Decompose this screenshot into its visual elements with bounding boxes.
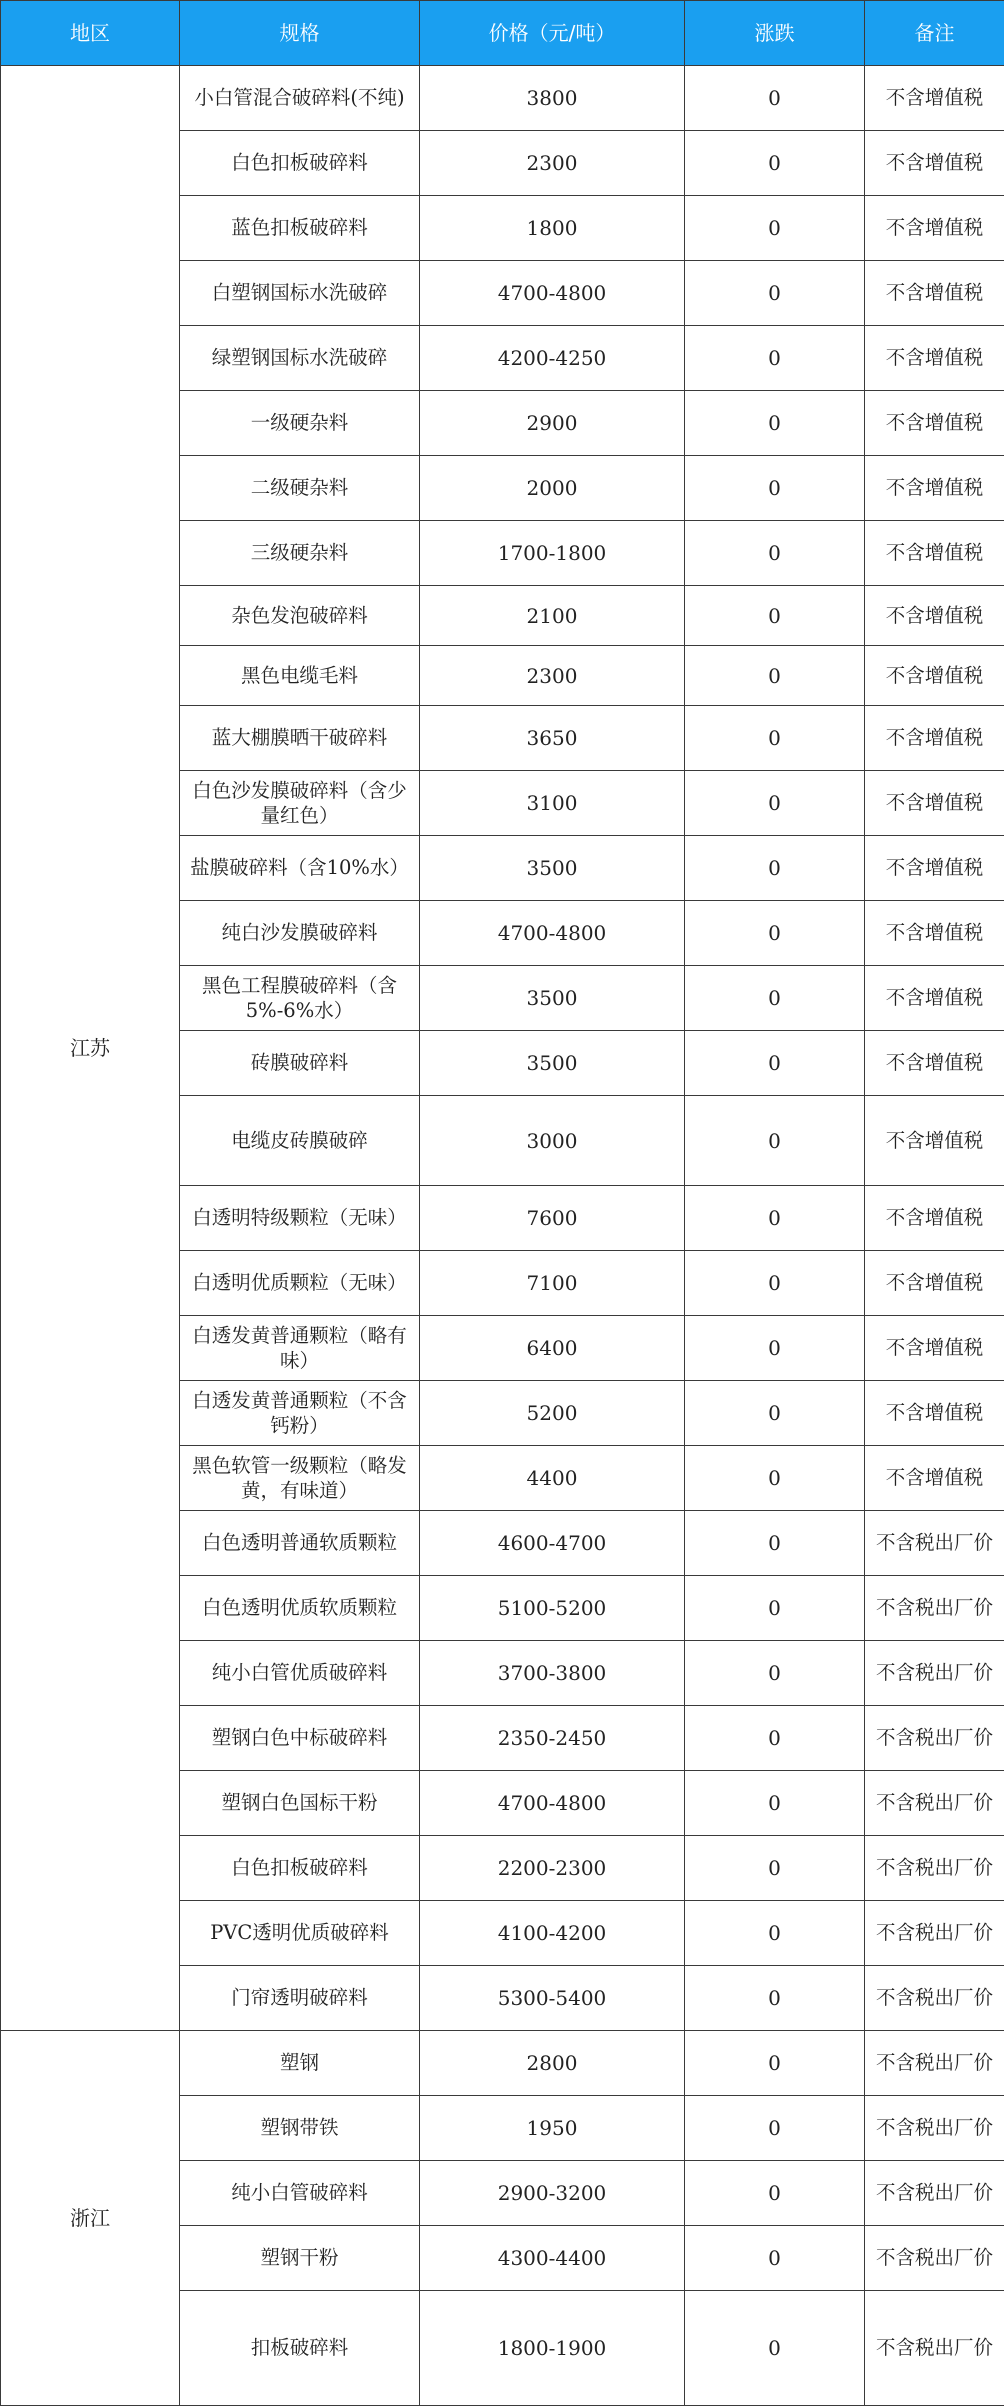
- remark-cell: 不含税出厂价: [865, 1511, 1004, 1576]
- spec-cell: 扣板破碎料: [180, 2291, 420, 2406]
- change-cell: 0: [685, 901, 865, 966]
- spec-cell: 杂色发泡破碎料: [180, 586, 420, 646]
- remark-cell: 不含增值税: [865, 521, 1004, 586]
- spec-cell: 白色透明普通软质颗粒: [180, 1511, 420, 1576]
- change-cell: 0: [685, 196, 865, 261]
- price-cell: 3500: [420, 1031, 685, 1096]
- region-cell: 江苏: [1, 66, 180, 2031]
- remark-cell: 不含税出厂价: [865, 2161, 1004, 2226]
- change-cell: 0: [685, 1576, 865, 1641]
- remark-cell: 不含增值税: [865, 1251, 1004, 1316]
- header-row: [1, 1, 1004, 66]
- remark-cell: 不含税出厂价: [865, 1706, 1004, 1771]
- price-cell: 6400: [420, 1316, 685, 1381]
- remark-cell: 不含增值税: [865, 456, 1004, 521]
- spec-cell: 纯白沙发膜破碎料: [180, 901, 420, 966]
- spec-cell: 黑色电缆毛料: [180, 646, 420, 706]
- spec-cell: 塑钢干粉: [180, 2226, 420, 2291]
- price-cell: 3100: [420, 771, 685, 836]
- spec-cell: 白色透明优质软质颗粒: [180, 1576, 420, 1641]
- price-cell: 4600-4700: [420, 1511, 685, 1576]
- spec-cell: 塑钢白色国标干粉: [180, 1771, 420, 1836]
- price-cell: 5200: [420, 1381, 685, 1446]
- change-cell: 0: [685, 1641, 865, 1706]
- price-cell: 7600: [420, 1186, 685, 1251]
- spec-cell: 蓝大棚膜晒干破碎料: [180, 706, 420, 771]
- remark-cell: 不含增值税: [865, 196, 1004, 261]
- change-cell: 0: [685, 1771, 865, 1836]
- change-cell: 0: [685, 2031, 865, 2096]
- table-body: [1, 66, 1004, 2406]
- change-cell: 0: [685, 1316, 865, 1381]
- price-cell: 5300-5400: [420, 1966, 685, 2031]
- header-price: 价格（元/吨）: [420, 1, 685, 66]
- price-cell: 1800-1900: [420, 2291, 685, 2406]
- change-cell: 0: [685, 1901, 865, 1966]
- spec-cell: 小白管混合破碎料(不纯): [180, 66, 420, 131]
- price-cell: 3500: [420, 836, 685, 901]
- remark-cell: 不含增值税: [865, 1031, 1004, 1096]
- remark-cell: 不含增值税: [865, 1096, 1004, 1186]
- spec-cell: 电缆皮砖膜破碎: [180, 1096, 420, 1186]
- remark-cell: 不含税出厂价: [865, 1641, 1004, 1706]
- price-cell: 3000: [420, 1096, 685, 1186]
- spec-cell: 砖膜破碎料: [180, 1031, 420, 1096]
- spec-cell: 黑色工程膜破碎料（含5%-6%水）: [180, 966, 420, 1031]
- spec-cell: 纯小白管破碎料: [180, 2161, 420, 2226]
- remark-cell: 不含增值税: [865, 1381, 1004, 1446]
- price-cell: 2000: [420, 456, 685, 521]
- change-cell: 0: [685, 66, 865, 131]
- price-cell: 3500: [420, 966, 685, 1031]
- remark-cell: 不含增值税: [865, 326, 1004, 391]
- region-cell: 浙江: [1, 2031, 180, 2406]
- spec-cell: 门帘透明破碎料: [180, 1966, 420, 2031]
- spec-cell: 盐膜破碎料（含10%水）: [180, 836, 420, 901]
- remark-cell: 不含税出厂价: [865, 1966, 1004, 2031]
- remark-cell: 不含税出厂价: [865, 1576, 1004, 1641]
- price-cell: 2300: [420, 131, 685, 196]
- remark-cell: 不含税出厂价: [865, 1771, 1004, 1836]
- spec-cell: 三级硬杂料: [180, 521, 420, 586]
- change-cell: 0: [685, 2291, 865, 2406]
- header-change: 涨跌: [685, 1, 865, 66]
- table-header: [1, 1, 1004, 66]
- change-cell: 0: [685, 706, 865, 771]
- price-cell: 2350-2450: [420, 1706, 685, 1771]
- price-cell: 7100: [420, 1251, 685, 1316]
- spec-cell: 塑钢带铁: [180, 2096, 420, 2161]
- price-cell: 2300: [420, 646, 685, 706]
- remark-cell: 不含增值税: [865, 1446, 1004, 1511]
- change-cell: 0: [685, 326, 865, 391]
- change-cell: 0: [685, 586, 865, 646]
- price-cell: 4700-4800: [420, 901, 685, 966]
- price-cell: 4700-4800: [420, 261, 685, 326]
- change-cell: 0: [685, 1706, 865, 1771]
- spec-cell: PVC透明优质破碎料: [180, 1901, 420, 1966]
- price-cell: 2100: [420, 586, 685, 646]
- spec-cell: 蓝色扣板破碎料: [180, 196, 420, 261]
- spec-cell: 一级硬杂料: [180, 391, 420, 456]
- spec-cell: 纯小白管优质破碎料: [180, 1641, 420, 1706]
- change-cell: 0: [685, 1186, 865, 1251]
- remark-cell: 不含增值税: [865, 646, 1004, 706]
- remark-cell: 不含增值税: [865, 131, 1004, 196]
- header-remark: 备注: [865, 1, 1004, 66]
- price-cell: 1700-1800: [420, 521, 685, 586]
- remark-cell: 不含增值税: [865, 901, 1004, 966]
- remark-cell: 不含增值税: [865, 836, 1004, 901]
- price-cell: 2200-2300: [420, 1836, 685, 1901]
- price-cell: 3800: [420, 66, 685, 131]
- spec-cell: 绿塑钢国标水洗破碎: [180, 326, 420, 391]
- price-cell: 3700-3800: [420, 1641, 685, 1706]
- change-cell: 0: [685, 1966, 865, 2031]
- spec-cell: 二级硬杂料: [180, 456, 420, 521]
- change-cell: 0: [685, 1031, 865, 1096]
- price-cell: 4100-4200: [420, 1901, 685, 1966]
- remark-cell: 不含增值税: [865, 771, 1004, 836]
- header-region: 地区: [1, 1, 180, 66]
- spec-cell: 白透发黄普通颗粒（略有味）: [180, 1316, 420, 1381]
- spec-cell: 塑钢白色中标破碎料: [180, 1706, 420, 1771]
- remark-cell: 不含增值税: [865, 966, 1004, 1031]
- price-cell: 1950: [420, 2096, 685, 2161]
- price-cell: 5100-5200: [420, 1576, 685, 1641]
- change-cell: 0: [685, 2226, 865, 2291]
- change-cell: 0: [685, 1381, 865, 1446]
- spec-cell: 黑色软管一级颗粒（略发黄，有味道）: [180, 1446, 420, 1511]
- price-cell: 2900: [420, 391, 685, 456]
- remark-cell: 不含税出厂价: [865, 1901, 1004, 1966]
- price-cell: 1800: [420, 196, 685, 261]
- change-cell: 0: [685, 2161, 865, 2226]
- remark-cell: 不含增值税: [865, 1316, 1004, 1381]
- spec-cell: 白塑钢国标水洗破碎: [180, 261, 420, 326]
- change-cell: 0: [685, 646, 865, 706]
- price-cell: 4300-4400: [420, 2226, 685, 2291]
- change-cell: 0: [685, 1446, 865, 1511]
- change-cell: 0: [685, 771, 865, 836]
- price-cell: 2900-3200: [420, 2161, 685, 2226]
- remark-cell: 不含增值税: [865, 391, 1004, 456]
- table-row: [1, 66, 1004, 131]
- spec-cell: 白色扣板破碎料: [180, 1836, 420, 1901]
- price-cell: 3650: [420, 706, 685, 771]
- change-cell: 0: [685, 456, 865, 521]
- remark-cell: 不含税出厂价: [865, 2291, 1004, 2406]
- change-cell: 0: [685, 966, 865, 1031]
- spec-cell: 白透发黄普通颗粒（不含钙粉）: [180, 1381, 420, 1446]
- change-cell: 0: [685, 1511, 865, 1576]
- price-cell: 2800: [420, 2031, 685, 2096]
- change-cell: 0: [685, 1096, 865, 1186]
- remark-cell: 不含税出厂价: [865, 2031, 1004, 2096]
- spec-cell: 白透明特级颗粒（无味）: [180, 1186, 420, 1251]
- price-cell: 4200-4250: [420, 326, 685, 391]
- price-cell: 4400: [420, 1446, 685, 1511]
- change-cell: 0: [685, 521, 865, 586]
- change-cell: 0: [685, 1251, 865, 1316]
- remark-cell: 不含增值税: [865, 261, 1004, 326]
- remark-cell: 不含增值税: [865, 706, 1004, 771]
- spec-cell: 塑钢: [180, 2031, 420, 2096]
- spec-cell: 白色沙发膜破碎料（含少量红色）: [180, 771, 420, 836]
- change-cell: 0: [685, 261, 865, 326]
- change-cell: 0: [685, 391, 865, 456]
- change-cell: 0: [685, 131, 865, 196]
- remark-cell: 不含增值税: [865, 586, 1004, 646]
- price-cell: 4700-4800: [420, 1771, 685, 1836]
- table-row: [1, 2031, 1004, 2096]
- change-cell: 0: [685, 1836, 865, 1901]
- header-spec: 规格: [180, 1, 420, 66]
- spec-cell: 白色扣板破碎料: [180, 131, 420, 196]
- remark-cell: 不含税出厂价: [865, 2226, 1004, 2291]
- remark-cell: 不含增值税: [865, 66, 1004, 131]
- remark-cell: 不含增值税: [865, 1186, 1004, 1251]
- change-cell: 0: [685, 2096, 865, 2161]
- change-cell: 0: [685, 836, 865, 901]
- spec-cell: 白透明优质颗粒（无味）: [180, 1251, 420, 1316]
- remark-cell: 不含税出厂价: [865, 2096, 1004, 2161]
- remark-cell: 不含税出厂价: [865, 1836, 1004, 1901]
